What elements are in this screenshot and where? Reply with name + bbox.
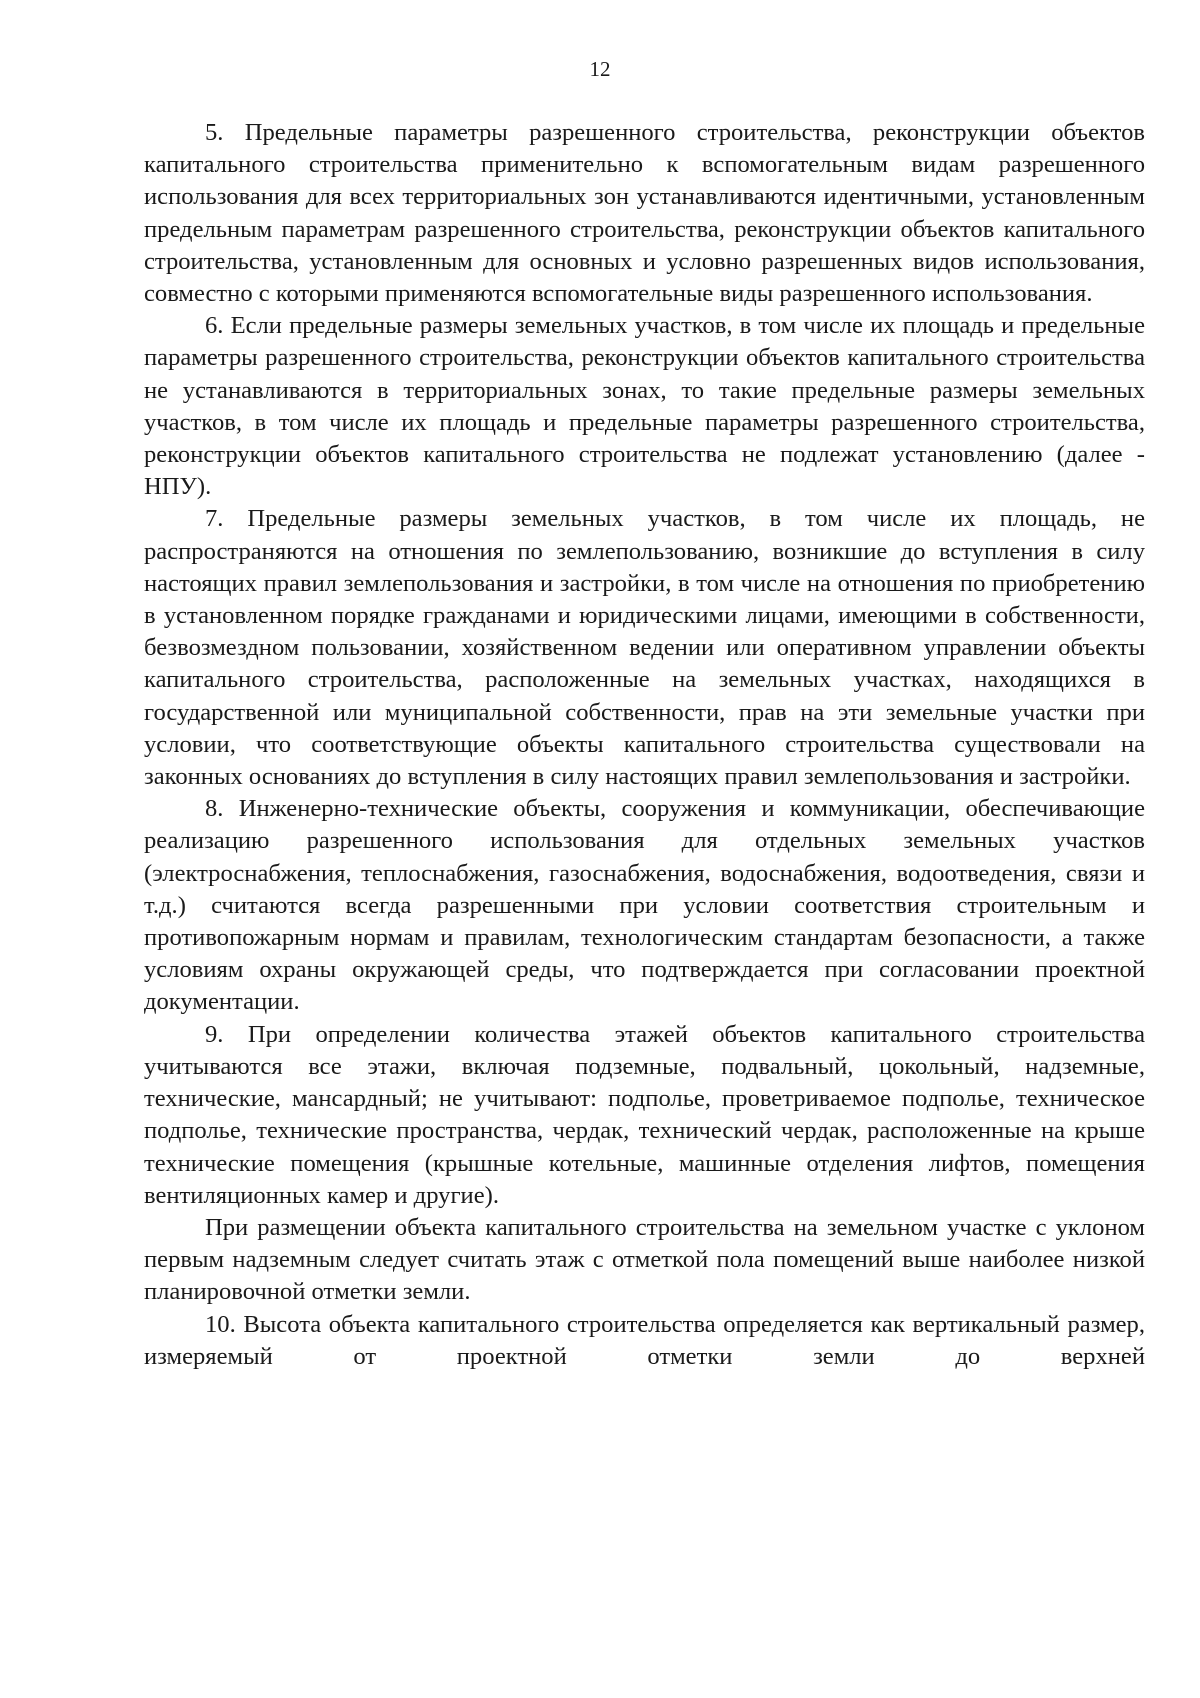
paragraph-7: 7. Предельные размеры земельных участков, в том числе их площадь, не распространяются на отношения по землепользованию, возникшие до вступления в силу настоящих правил землепользования и застройки, в том числе на отношения по приобретению в установленном порядке гражданами и юридическими лицами, имеющими в собственности, безвозмездном пользовании, хозяйственном ведении или оперативном управлении объекты капитального строительства, расположенные на земельных участках, находящихся в государственной или муниципальной собственности, прав на эти земельные участки при условии, что соответствующие объекты капитального строительства существовали на законных основаниях до вступления в силу настоящих правил землепользования и застройки. bbox=[144, 505, 1145, 791]
paragraph-6: 6. Если предельные размеры земельных участков, в том числе их площадь и предельные параметры разрешенного строительства, реконструкции объектов капитального строительства не устанавливаются в территориальных зонах, то такие предельные размеры земельных участков, в том числе их площадь и предельные параметры разрешенного строительства, реконструкции объектов капитального строительства не подлежат установлению (далее - НПУ). bbox=[144, 312, 1145, 501]
document-body bbox=[144, 117, 1145, 1373]
paragraph-5: 5. Предельные параметры разрешенного строительства, реконструкции объектов капитального строительства применительно к вспомогательным видам разрешенного использования для всех территориальных зон устанавливаются идентичными, установленным предельным параметрам разрешенного строительства, реконструкции объектов капитального строительства, установленным для основных и условно разрешенных видов использования, совместно с которыми применяются вспомогательные виды разрешенного использования. bbox=[144, 119, 1145, 308]
paragraph-10: 10. Высота объекта капитального строительства определяется как вертикальный размер, измеряемый от проектной отметки земли до верхней bbox=[144, 1310, 1145, 1370]
page-number: 12 bbox=[589, 57, 611, 81]
paragraph-8: 8. Инженерно-технические объекты, сооружения и коммуникации, обеспечивающие реализацию разрешенного использования для отдельных земельных участков (электроснабжения, теплоснабжения, газоснабжения, водоснабжения, водоотведения, связи и т.д.) считаются всегда разрешенными при условии соответствия строительным и противопожарным нормам и правилам, технологическим стандартам безопасности, а также условиям охраны окружающей среды, что подтверждается при согласовании проектной документации. bbox=[144, 795, 1145, 1016]
paragraph-9-continuation: При размещении объекта капитального строительства на земельном участке с уклоном первым надземным следует считать этаж с отметкой пола помещений выше наиболее низкой планировочной отметки земли. bbox=[144, 1213, 1145, 1306]
paragraph-9: 9. При определении количества этажей объектов капитального строительства учитываются все этажи, включая подземные, подвальный, цокольный, надземные, технические, мансардный; не учитывают: подполье, проветриваемое подполье, техническое подполье, технические пространства, чердак, технический чердак, расположенные на крыше технические помещения (крышные котельные, машинные отделения лифтов, помещения вентиляционных камер и другие). bbox=[144, 1020, 1145, 1209]
